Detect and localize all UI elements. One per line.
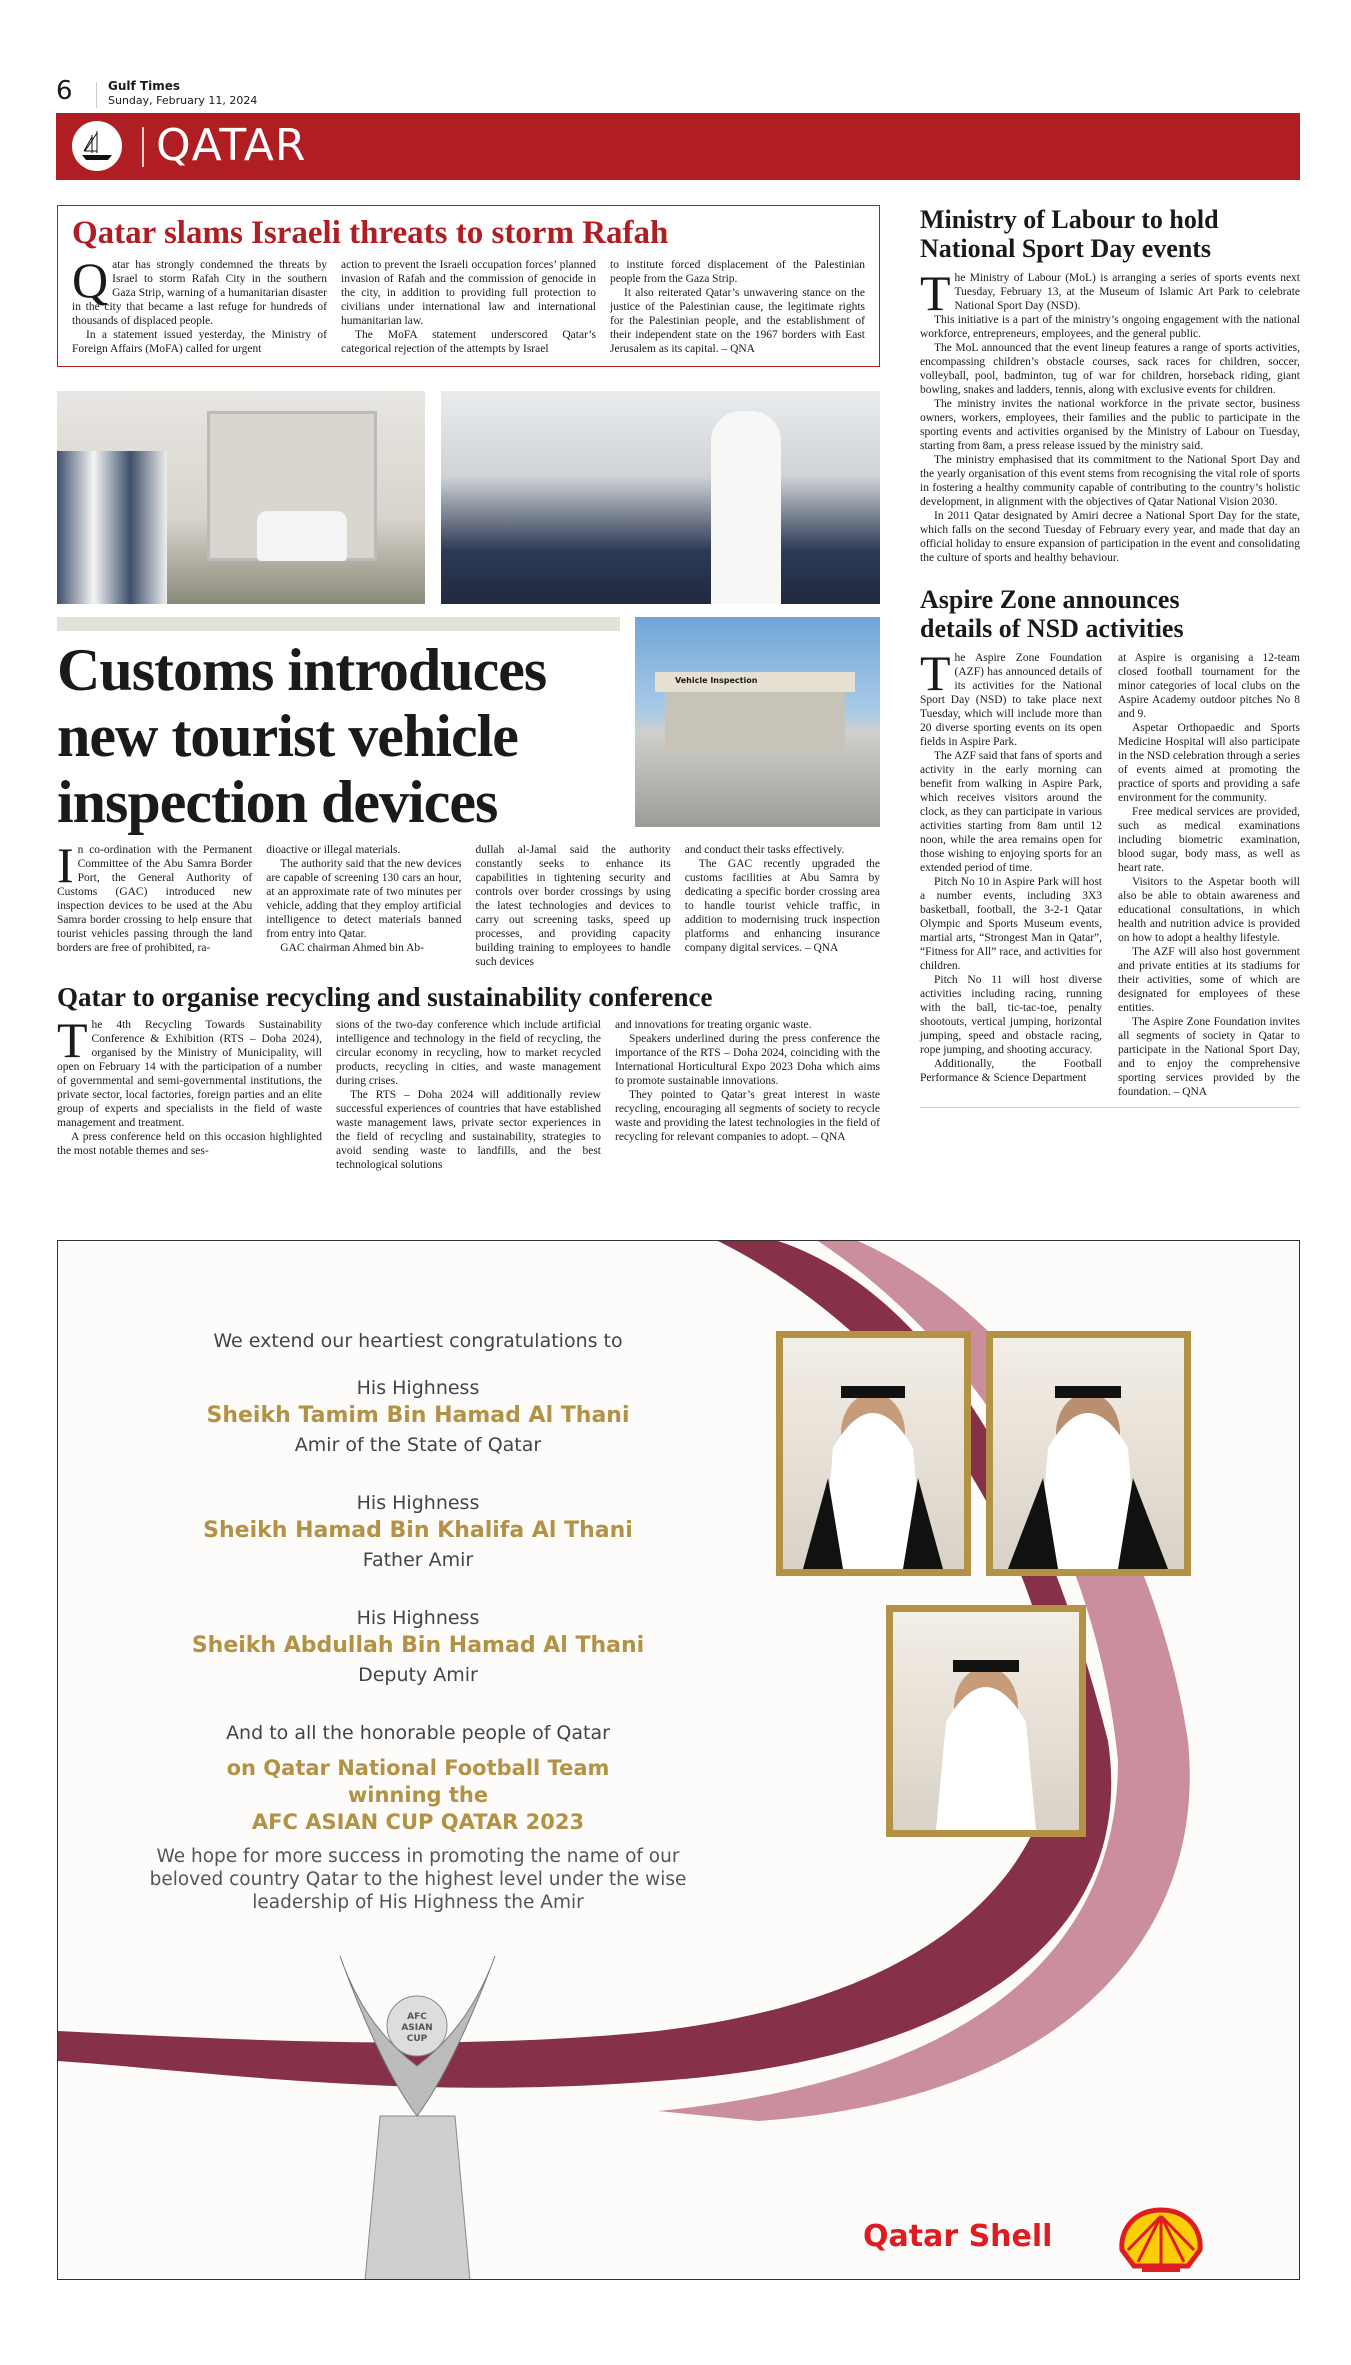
section-title: QATAR	[156, 120, 307, 171]
paragraph: Additionally, the Football Performance & Science Department	[920, 1058, 1102, 1084]
drop-cap: Q	[72, 252, 109, 308]
paragraph: The ministry emphasised that its commitment to the National Sport Day and the yearly organisation of this event stems from recognising the vital role of sports in fostering a healthy community capable of contributing to the country’s holistic development, in alignment with the objectives of Qatar National Vision 2030.	[920, 454, 1300, 508]
portrait-deputy-amir	[886, 1605, 1086, 1837]
drop-cap: T	[920, 265, 951, 321]
paragraph: This initiative is a part of the ministry’s ongoing engagement with the national workforce, entrepreneurs, employees, and the general public.	[920, 314, 1300, 340]
photo-officials	[441, 391, 880, 604]
paragraph: They pointed to Qatar’s great interest in waste recycling, encouraging all segments of society to recycle waste and providing the latest technologies in the field of recycling for relevant companies to adopt. – QNA	[615, 1089, 880, 1143]
customs-headline: Customs introduces new tourist vehicle inspection devices	[57, 637, 547, 835]
paragraph: sions of the two-day conference which include artificial intelligence and technology in the field of recycling, the circular economy in recycling, how to market recycled products, recycling in cities, and waste management during crises.	[336, 1019, 601, 1087]
paragraph: n co-ordination with the Permanent Committee of the Abu Samra Border Port, the General Authority of Customs (GAC) introduced new inspection devices to be used at the Abu Samra border crossing to help ensure that tourist vehicles passing through the land borders are free of prohibited, ra-	[57, 844, 253, 954]
aspire-body	[920, 645, 1300, 1099]
paragraph: and innovations for treating organic waste.	[615, 1019, 812, 1031]
labour-article	[920, 205, 1300, 565]
honorific: His Highness	[356, 1377, 480, 1399]
portrait-father-amir	[986, 1331, 1191, 1576]
person-role: Amir of the State of Qatar	[294, 1434, 542, 1456]
customs-body	[57, 837, 880, 969]
paragraph: The Aspire Zone Foundation invites all segments of society in Qatar to participate in the National Sport Day, and to enjoy the comprehensive sporting services provided by the foundation. – QNA	[1118, 1016, 1300, 1098]
paragraph: and conduct their tasks effectively.	[684, 844, 845, 856]
headline: Qatar slams Israeli threats to storm Rafah	[72, 215, 669, 251]
portrait-amir	[776, 1331, 971, 1576]
paragraph: Visitors to the Aspetar booth will also be able to obtain awareness and educational consultations, in which health and nutrition advice is provided on how to adopt a healthy lifestyle.	[1118, 876, 1300, 944]
sign-text: Vehicle Inspection	[675, 676, 758, 685]
wish-text: We hope for more success in promoting the name of our beloved country Qatar to the highest level under the wise leadership of His Highness the Amir	[149, 1846, 687, 1913]
paragraph: dioactive or illegal materials.	[266, 844, 401, 856]
paragraph: The authority said that the new devices are capable of screening 130 cars an hour, at an approximate rate of two minutes per vehicle, adding that they employ artificial intelligence to detect materials banned from entry into Qatar.	[266, 858, 462, 940]
recycling-headline: Qatar to organise recycling and sustainability conference	[57, 982, 713, 1012]
paragraph: Aspetar Orthopaedic and Sports Medicine Hospital will also participate in the NSD celebration through a series of events aimed at promoting the practice of sports and providing a safe environment for the community.	[1118, 722, 1300, 804]
section-banner	[56, 113, 1300, 180]
rafah-article	[57, 205, 880, 367]
paragraph: atar has strongly condemned the threats by Israel to storm Rafah City in the southern Gaza Strip, warning of a humanitarian disaster in the city that became a last refuge for hundreds of thousands of displaced people.	[72, 259, 327, 327]
person-name: Sheikh Hamad Bin Khalifa Al Thani	[203, 1518, 633, 1543]
paragraph: It also reiterated Qatar’s unwavering stance on the justice of the Palestinian cause, the legitimate rights for the Palestinian people, and the establishment of their independent state on the 1967 borders with East Jerusalem as its capital. – QNA	[610, 287, 865, 355]
people-line: And to all the honorable people of Qatar	[226, 1722, 610, 1744]
drop-cap: T	[57, 1012, 88, 1068]
paragraph: Pitch No 10 in Aspire Park will host a number events, including 3X3 basketball, football, the 3-2-1 Qatar Olympic and Sports Museum events, martial arts, “Strongest Man in Qatar”, “Fitness for All” race, and activities for children.	[920, 876, 1102, 972]
asian-cup-trophy	[320, 1946, 515, 2280]
drop-cap: T	[920, 645, 951, 701]
shell-logo-icon	[1116, 2206, 1206, 2280]
paragraph: action to prevent the Israeli occupation forces’ planned invasion of Rafah and the commission of genocide in the city, in addition to providing full protection to civilians under international law and international humanitarian law.	[341, 259, 596, 327]
team-line: on Qatar National Football Team	[226, 1756, 610, 1780]
team-line: winning the	[347, 1783, 489, 1807]
photo-inspection-station	[635, 617, 880, 827]
paragraph: he Aspire Zone Foundation (AZF) has announced details of its activities for the National Sport Day (NSD) to take place next Tuesday, which will include more than 20 diverse sporting events on its open fields in Aspire Park.	[920, 652, 1102, 748]
divider	[920, 1107, 1300, 1108]
page-number: 6	[56, 76, 73, 106]
paragraph: A press conference held on this occasion highlighted the most notable themes and ses-	[57, 1131, 322, 1157]
paper-name: Gulf Times	[108, 79, 180, 93]
paragraph: The AZF will also host government and private entities at its stadiums for their activities, some of which are designated for employees of these entities.	[1118, 946, 1300, 1014]
person-role: Deputy Amir	[358, 1664, 478, 1686]
paragraph: dullah al-Jamal said the authority constantly seeks to enhance its capabilities in tightening security and controls over border crossings by using the latest technologies and devices to carry out screening tasks, speed up processes, and providing capacity building training to employees to handle such devices	[475, 844, 671, 968]
paragraph: The MoFA statement underscored Qatar’s categorical rejection of the attempts by Israel	[341, 329, 596, 355]
drop-cap: I	[57, 837, 74, 893]
paragraph: Free medical services are provided, such as medical examinations including biometric examination, blood sugar, body mass, as well as heart rate.	[1118, 806, 1300, 874]
issue-date: Sunday, February 11, 2024	[108, 94, 258, 107]
dhow-logo-icon	[72, 121, 122, 171]
recycling-body	[57, 1012, 880, 1172]
paragraph: The MoL announced that the event lineup features a range of sports activities, encompassing children’s obstacle courses, sack races for children, soccer, volleyball, pool, badminton, tug of war for children, horseback riding, giant bowling, snakes and ladders, tennis, along with exclusive events for children.	[920, 342, 1300, 396]
honorific: His Highness	[356, 1607, 480, 1629]
aspire-headline: Aspire Zone announces details of NSD activities	[920, 585, 1184, 643]
paragraph: In 2011 Qatar designated by Amiri decree a National Sport Day for the state, which falls on the second Tuesday of February every year, and made that day an official holiday to ensure expansion of participation in the event and consolidating the culture of sports and healthy behaviour.	[920, 510, 1300, 564]
divider	[96, 82, 97, 108]
paragraph: The AZF said that fans of sports and activity in the early morning can benefit from walking in Aspire Park, which receives visitors around the clock, as they can participate in various activities starting from 8am until 12 noon, while the area remains open for those wishing to enjoying sports for an extended period of time.	[920, 750, 1102, 874]
person-name: Sheikh Tamim Bin Hamad Al Thani	[206, 1403, 630, 1428]
ad-intro: We extend our heartiest congratulations to	[213, 1330, 623, 1352]
headline: Ministry of Labour to hold National Sport Day events	[920, 205, 1219, 263]
trophy-text: AFC ASIAN CUP	[401, 2012, 433, 2044]
honorific: His Highness	[356, 1492, 480, 1514]
paragraph: Speakers underlined during the press conference the importance of the RTS – Doha 2024, coinciding with the International Horticultural Expo 2023 Doha which aims to promote sustainable innovations.	[615, 1033, 880, 1087]
rule-bar	[57, 617, 620, 631]
congratulations-ad	[57, 1240, 1300, 2280]
paragraph: he Ministry of Labour (MoL) is arranging a series of sports events next Tuesday, February 13, at the Museum of Islamic Art Park to celebrate National Sport Day (NSD).	[954, 272, 1300, 312]
brand-name: Qatar Shell	[863, 2219, 1053, 2254]
paragraph: In a statement issued yesterday, the Ministry of Foreign Affairs (MoFA) called for urgent	[72, 329, 327, 355]
paragraph: at Aspire is organising a 12-team closed football tournament for the minor categories of local clubs on the Aspire Academy outdoor pitches No 8 and 9.	[1118, 652, 1300, 720]
paragraph: The GAC recently upgraded the customs facilities at Abu Samra by dedicating a specific border crossing area to handle tourist vehicle traffic, in addition to modernising truck inspection platforms and enhancing insurance company digital services. – QNA	[684, 858, 880, 954]
person-name: Sheikh Abdullah Bin Hamad Al Thani	[191, 1633, 645, 1658]
paragraph: The ministry invites the national workforce in the private sector, business owners, workers, employees, their families and the public to participate in the sporting events and activities organised by the Ministry of Labour on Tuesday, starting from 8am, a press release issued by the ministry said.	[920, 398, 1300, 452]
paragraph: to institute forced displacement of the Palestinian people from the Gaza Strip.	[610, 259, 865, 285]
person-role: Father Amir	[362, 1549, 474, 1571]
paragraph: he 4th Recycling Towards Sustainability Conference & Exhibition (RTS – Doha 2024), organised by the Ministry of Municipality, will open on February 14 with the participation of a number of governmental and semi-governmental institutions, the private sector, local factories, foreign parties and an elite group of experts and specialists in the field of waste management and treatment.	[57, 1019, 322, 1129]
paragraph: The RTS – Doha 2024 will additionally review successful experiences of countries that have established waste management laws, private sector experiences in the field of recycling and sustainability, strategies to avoid sending waste to landfills, and the best technological solutions	[336, 1089, 601, 1171]
paragraph: Pitch No 11 will host diverse activities including racing, running with the ball, tic-tac-toe, penalty shootouts, vertical jumping, horizontal jumping, speed and obstacle racing, rope jumping, and shooting accuracy.	[920, 974, 1102, 1056]
team-line: AFC ASIAN CUP QATAR 2023	[251, 1810, 585, 1834]
photo-vehicle-scanner	[57, 391, 425, 604]
paragraph: GAC chairman Ahmed bin Ab-	[280, 942, 424, 954]
